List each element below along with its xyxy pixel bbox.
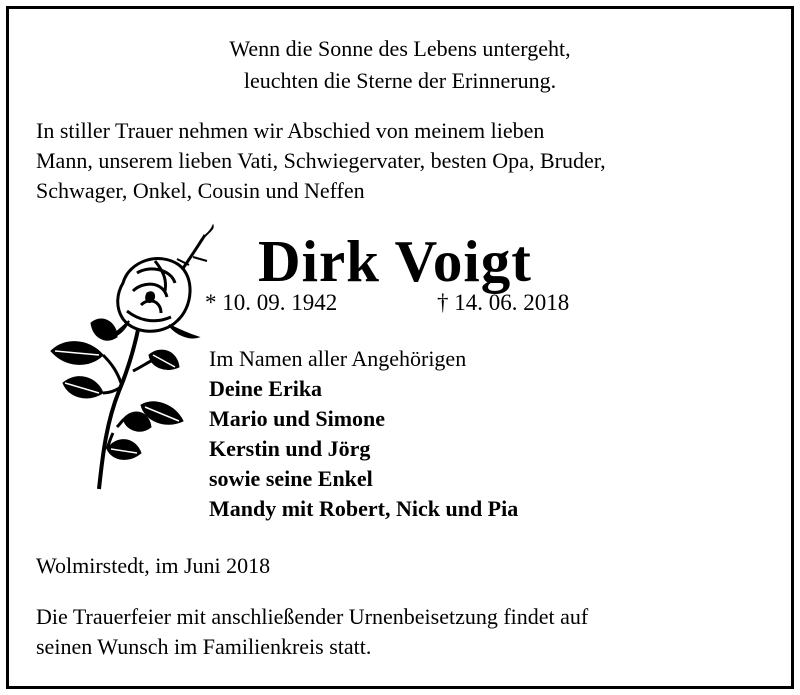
place-date: Wolmirstedt, im Juni 2018 [36,553,271,578]
funeral-note-line-2: seinen Wunsch im Familienkreis statt. [36,634,372,659]
death-date: † 14. 06. 2018 [437,290,570,315]
family-member: Mandy mit Robert, Nick und Pia [209,496,519,521]
obituary-notice [6,6,794,689]
family-heading: Im Namen aller Angehörigen [209,346,467,371]
family-member: sowie seine Enkel [209,466,373,491]
family-member: Kerstin und Jörg [209,436,371,461]
intro-line-1: In stiller Trauer nehmen wir Abschied von meinem lieben [36,118,545,143]
deceased-name: Dirk Voigt [258,228,532,294]
family-member: Mario und Simone [209,406,386,431]
birth-date: * 10. 09. 1942 [205,290,338,315]
motto-line-2: leuchten die Sterne der Erinnerung. [243,68,557,93]
motto-verse [9,33,791,97]
family-signatures [209,344,518,524]
family-member: Deine Erika [209,376,323,401]
rose-icon [37,221,217,496]
intro-line-2: Mann, unserem lieben Vati, Schwiegervater, besten Opa, Bruder, [36,148,606,173]
intro-paragraph [36,116,771,206]
funeral-note [36,602,771,662]
funeral-note-line-1: Die Trauerfeier mit anschließender Urnenbeisetzung findet auf [36,604,589,629]
motto-line-1: Wenn die Sonne des Lebens untergeht, [229,36,571,61]
intro-line-3: Schwager, Onkel, Cousin und Neffen [36,178,365,203]
